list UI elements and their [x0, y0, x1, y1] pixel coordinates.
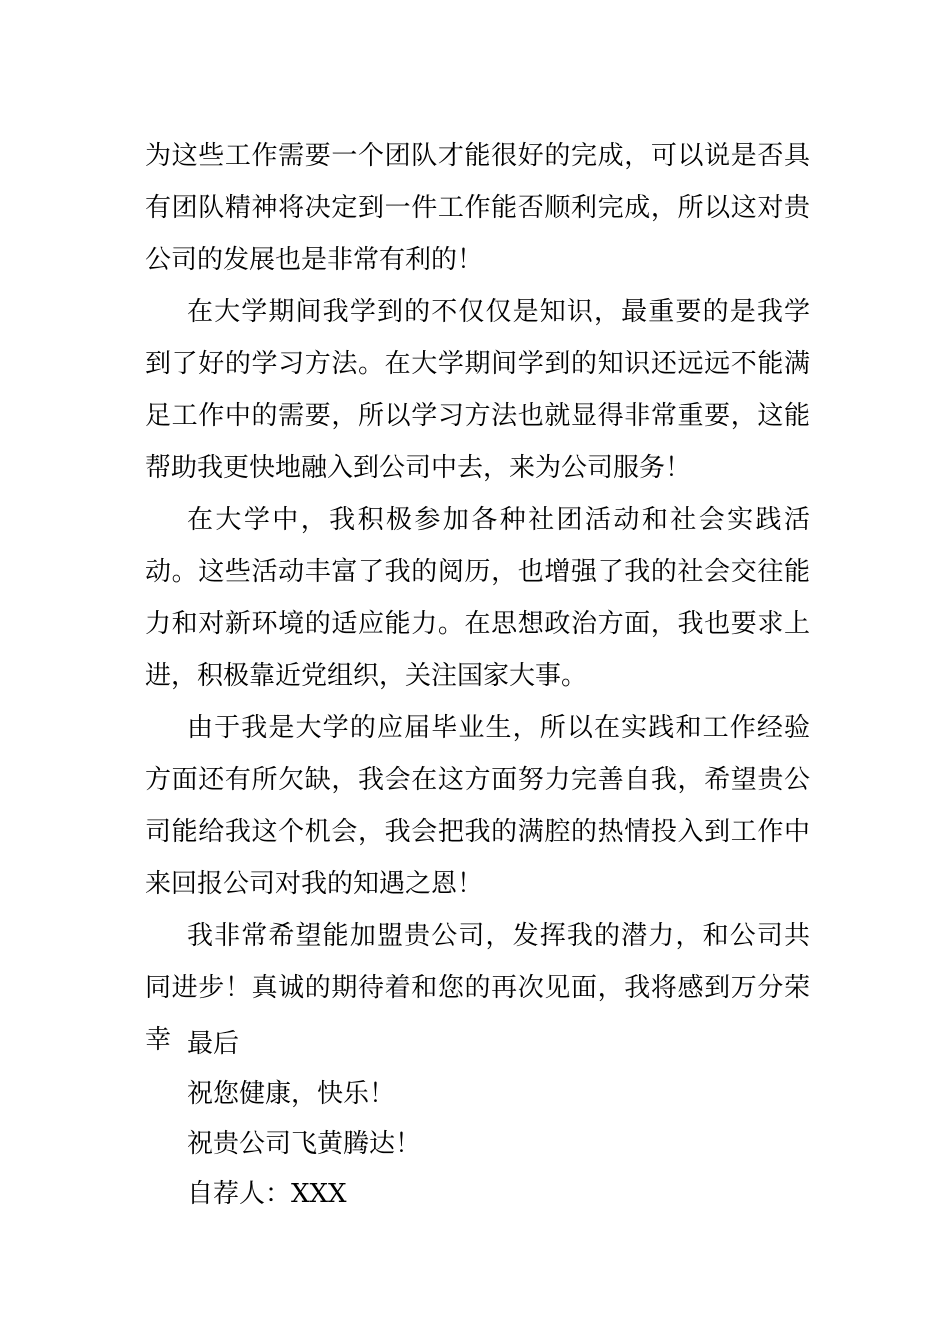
letter-closing [187, 1019, 787, 1219]
paragraph-join-company: 我非常希望能加盟贵公司，发挥我的潜力，和公司共同进步！真诚的期待着和您的再次见面，我将感到万分荣幸 [145, 921, 810, 1055]
paragraph-study-methods: 在大学期间我学到的不仅仅是知识，最重要的是我学到了好的学习方法。在大学期间学到的知识还远远不能满足工作中的需要，所以学习方法也就显得非常重要，这能帮助我更快地融入到公司中去，来为公司服务！ [145, 297, 810, 483]
paragraph-activities: 在大学中，我积极参加各种社团活动和社会实践活动。这些活动丰富了我的阅历，也增强了我的社会交往能力和对新环境的适应能力。在思想政治方面，我也要求上进，积极靠近党组织，关注国家大事。 [145, 505, 810, 691]
closing-signature: 自荐人：XXX [187, 1179, 347, 1209]
closing-wish-health: 祝您健康，快乐！ [187, 1079, 396, 1109]
paragraph-continued: 为这些工作需要一个团队才能很好的完成，可以说是否具有团队精神将决定到一件工作能否顺利完成，所以这对贵公司的发展也是非常有利的！ [145, 141, 810, 275]
closing-wish-company: 祝贵公司飞黄腾达！ [187, 1129, 422, 1159]
paragraph-experience: 由于我是大学的应届毕业生，所以在实践和工作经验方面还有所欠缺，我会在这方面努力完善自我，希望贵公司能给我这个机会，我会把我的满腔的热情投入到工作中来回报公司对我的知遇之恩！ [145, 713, 810, 899]
closing-final-word: 最后 [187, 1029, 240, 1059]
letter-body [145, 130, 810, 1066]
